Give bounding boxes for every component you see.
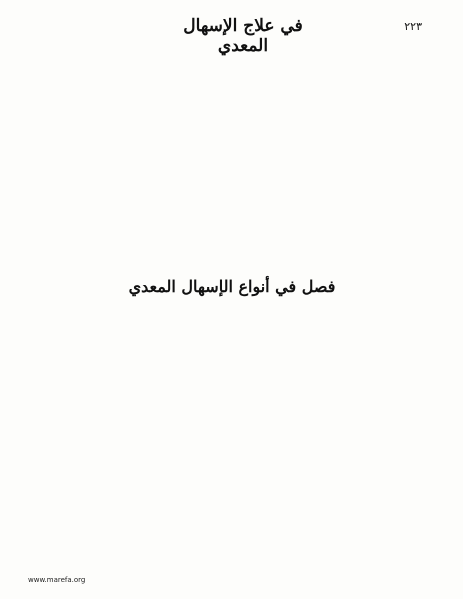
text-line [32,482,432,491]
text-line [32,380,432,389]
text-line [32,174,432,183]
text-line [32,128,432,137]
inline-heading [32,276,432,296]
text-line [32,72,432,81]
text-line [32,296,432,305]
text-line [32,118,432,127]
text-line [32,249,432,258]
text-line [32,538,432,547]
text-line [32,492,432,501]
text-line [32,436,432,445]
body-text [32,44,432,566]
text-line [32,202,432,211]
text-line [32,324,432,333]
text-line [32,230,432,239]
text-line [32,464,432,473]
text-line [32,520,432,529]
text-line [32,445,432,454]
site-watermark: www.marefa.org [28,576,86,584]
page-number: ٢٢٣ [404,20,422,33]
text-line [32,165,432,174]
text-line [32,343,432,352]
text-line [32,389,432,398]
text-line [32,156,432,165]
text-line [32,454,432,463]
text-line [32,427,432,436]
text-line [32,267,432,276]
text-line [32,473,432,482]
running-title: في علاج الإسهال المعدي [183,16,303,56]
text-line [32,63,432,72]
text-line [32,315,432,324]
text-line [32,371,432,380]
text-line [32,510,432,519]
text-line [32,100,432,109]
text-line [32,53,432,62]
text-line [32,221,432,230]
text-line [32,334,432,343]
text-line [32,408,432,417]
text-line [32,109,432,118]
text-line [32,399,432,408]
text-line [32,306,432,315]
text-line [32,352,432,361]
text-line [32,183,432,192]
text-line [32,44,432,53]
text-line [32,501,432,510]
text-line [32,81,432,90]
text-line [32,137,432,146]
text-line [32,258,432,267]
page-header [38,16,428,56]
text-line [32,146,432,155]
text-line [32,417,432,426]
text-line [32,529,432,538]
text-line [32,362,432,371]
text-line [32,239,432,248]
text-line [32,547,432,556]
inline-heading-text: فصل في أنواع الإسهال المعدي [128,276,336,296]
text-line [32,90,432,99]
text-line [32,193,432,202]
text-line [32,211,432,220]
